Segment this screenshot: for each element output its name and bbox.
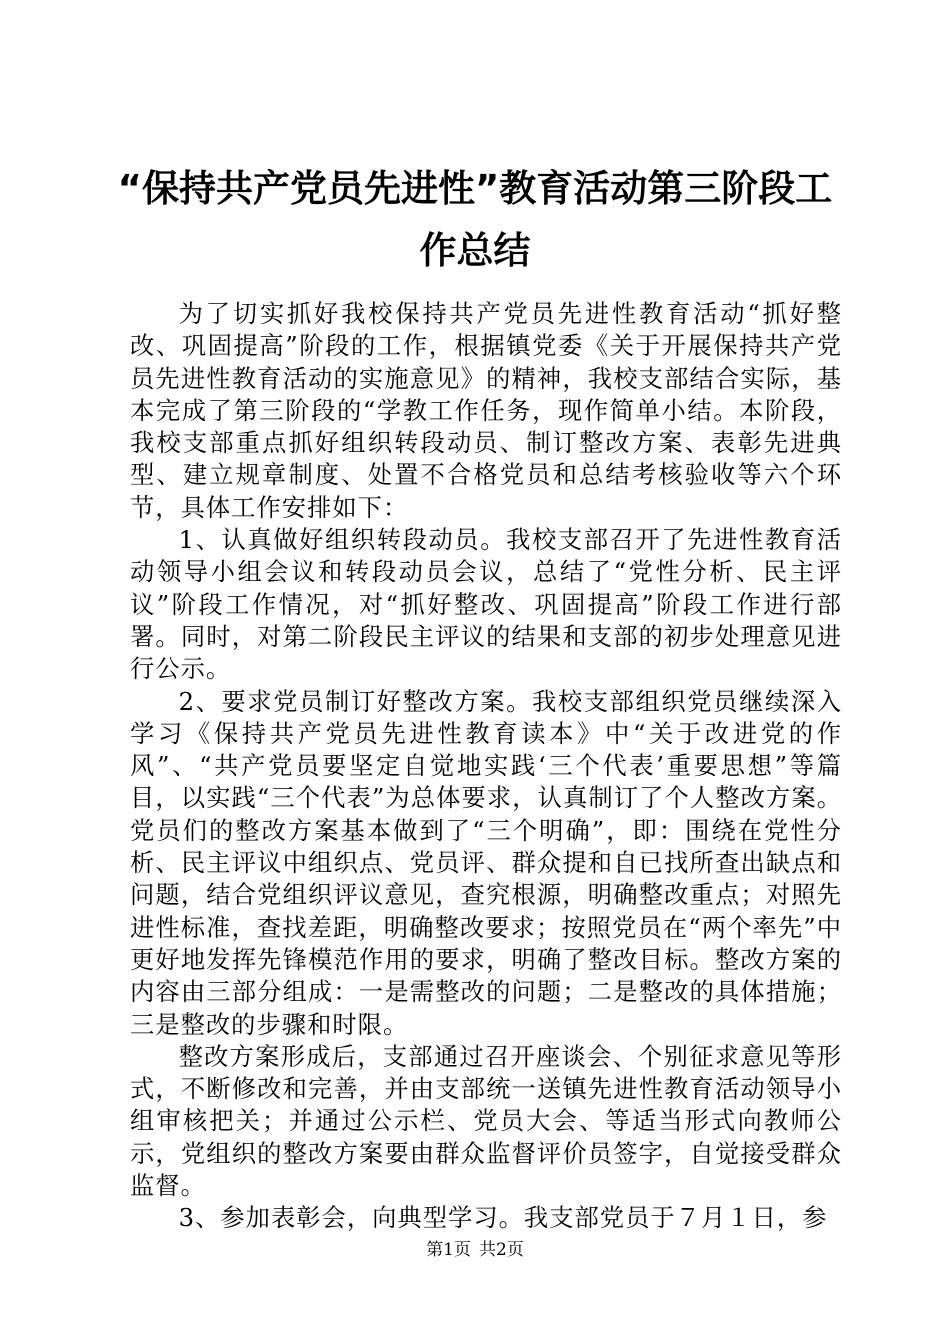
title-line-2: 作总结 (419, 229, 531, 272)
paragraph-intro: 为了切实抓好我校保持共产党员先进性教育活动“抓好整改、巩固提高”阶段的工作，根据镇党委《关于开展保持共产党员先进性教育活动的实施意见》的精神，我校支部结合实际，基本完成了第三阶段的“学教工作任务，现作简单小结。本阶段，我校支部重点抓好组织转段动员、制订整改方案、表彰先进典型、建立规章制度、处置不合格党员和总结考核验收等六个环节，具体工作安排如下： (130, 299, 842, 522)
document-title (0, 158, 950, 282)
document-body (130, 298, 842, 1235)
page-footer (0, 1238, 950, 1262)
paragraph-item-2-followup: 整改方案形成后，支部通过召开座谈会、个别征求意见等形式，不断修改和完善，并由支部统一送镇先进性教育活动领导小组审核把关；并通过公示栏、党员大会、等适当形式向教师公示，党组织的整改方案要由群众监督评价员签字，自觉接受群众监督。 (130, 1041, 842, 1201)
page-total: 共2页 (479, 1240, 524, 1260)
page-number: 第1页 (426, 1240, 471, 1260)
title-line-1: “保持共产党员先进性”教育活动第三阶段工 (117, 167, 833, 210)
paragraph-item-1: 1、认真做好组织转段动员。我校支部召开了先进性教育活动领导小组会议和转段动员会议，总结了“党性分析、民主评议”阶段工作情况，对“抓好整改、巩固提高”阶段工作进行部署。同时，对第二阶段民主评议的结果和支部的初步处理意见进行公示。 (130, 525, 842, 684)
paragraph-item-3: 3、参加表彰会，向典型学习。我支部党员于７月１日，参 (178, 1203, 828, 1233)
paragraph-item-2: 2、要求党员制订好整改方案。我校支部组织党员继续深入学习《保持共产党员先进性教育读本》中“关于改进党的作风”、“共产党员要坚定自觉地实践‘三个代表’重要思想”等篇目，以实践“三个代表”为总体要求，认真制订了个人整改方案。党员们的整改方案基本做到了“三个明确”，即：围绕在党性分析、民主评议中组织点、党员评、群众提和自已找所查出缺点和问题，结合党组织评议意见，查究根源，明确整改重点；对照先进性标准，查找差距，明确整改要求；按照党员在“两个率先”中更好地发挥先锋模范作用的要求，明确了整改目标。整改方案的内容由三部分组成：一是需整改的问题；二是整改的具体措施；三是整改的步骤和时限。 (130, 686, 842, 1039)
